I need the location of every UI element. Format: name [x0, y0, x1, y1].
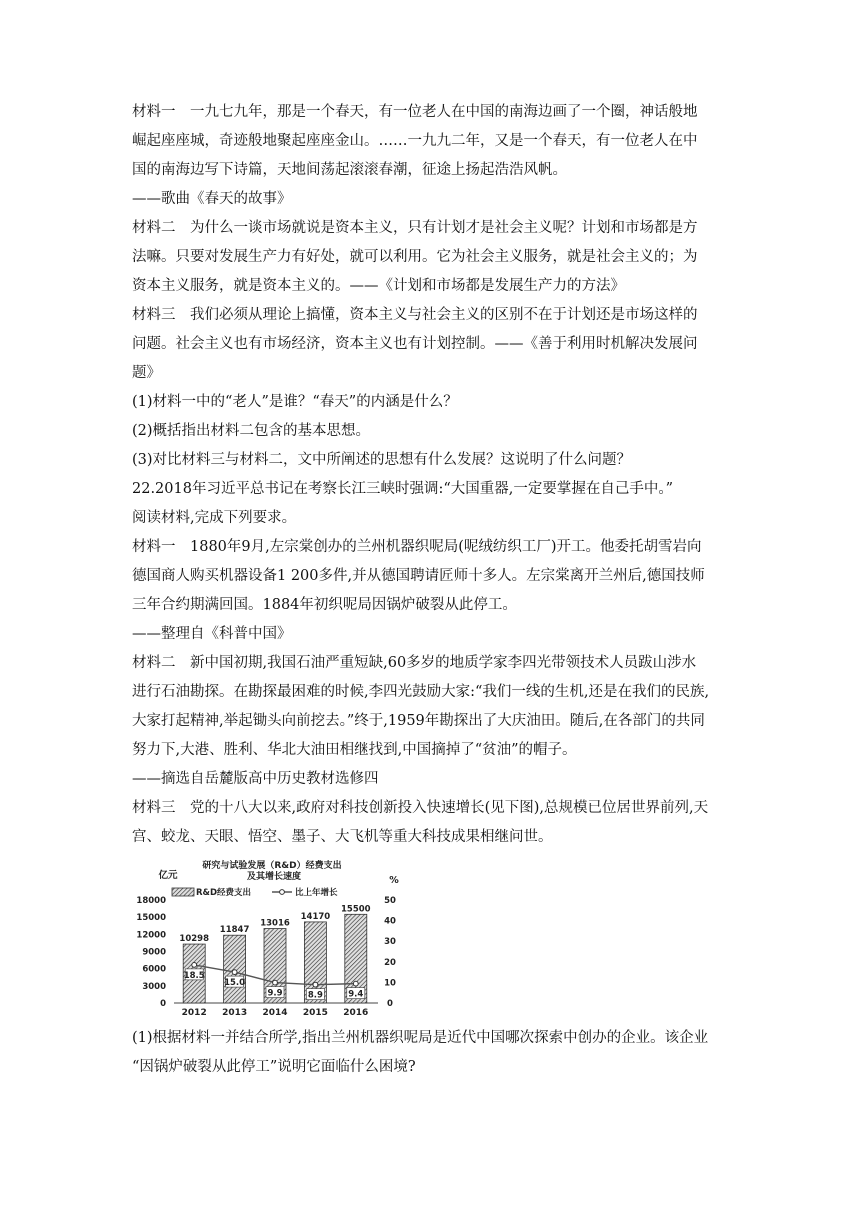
- text-line: (2)概括指出材料二包含的基本思想。: [132, 423, 371, 439]
- y-right-tick: 50: [384, 896, 396, 906]
- left-unit-label: 亿元: [158, 870, 178, 881]
- y-left-tick: 18000: [136, 896, 166, 906]
- x-tick-label: 2013: [222, 1008, 248, 1018]
- text-line: (3)对比材料三与材料二，文中所阐述的思想有什么发展？这说明了什么问题？: [132, 452, 632, 468]
- bar-value-label: 11847: [219, 925, 250, 936]
- text-line: 进行石油勘探。在勘探最困难的时候,李四光鼓励大家:“我们一线的生机,还是在我们的民族,: [132, 684, 710, 700]
- text-line: 22.2018年习近平总书记在考察长江三峡时强调:“大国重器,一定要掌握在自己手中。”: [132, 481, 674, 497]
- growth-point: [232, 970, 237, 975]
- growth-value-label: 15.0: [224, 978, 246, 989]
- y-left-tick: 6000: [142, 964, 166, 975]
- text-block-bottom: [132, 1024, 740, 1082]
- text-line: 材料三 我们必须从理论上搞懂，资本主义与社会主义的区别不在于计划还是市场这样的: [132, 307, 698, 323]
- text-line: ——整理自《科普中国》: [132, 626, 292, 642]
- text-line: 材料一 1880年9月,左宗棠创办的兰州机器织呢局(呢绒纺织工厂)开工。他委托胡雪岩向: [132, 539, 702, 555]
- text-line: 材料三 党的十八大以来,政府对科技创新投入快速增长(见下图),总规模已位居世界前列,天: [132, 800, 709, 816]
- text-line: (1)材料一中的“老人”是谁？“春天”的内涵是什么？: [132, 394, 458, 410]
- chart-title: 研究与试验发展（R&D）经费支出: [202, 861, 342, 871]
- after-line: (1)根据材料一并结合所学,指出兰州机器织呢局是近代中国哪次探索中创办的企业。该企业: [132, 1030, 709, 1046]
- legend-line-marker: [280, 890, 285, 895]
- legend-bar-swatch: [172, 888, 194, 896]
- y-right-tick: 10: [384, 978, 396, 989]
- document-page: [132, 98, 740, 1082]
- text-block-top: [132, 98, 740, 852]
- growth-point: [313, 982, 318, 987]
- after-line: “因锅炉破裂从此停工”说明它面临什么困境?: [132, 1059, 416, 1075]
- text-line: 材料二 新中国初期,我国石油严重短缺,60多岁的地质学家李四光带领技术人员跋山涉水: [132, 655, 697, 671]
- x-tick-label: 2015: [302, 1008, 328, 1018]
- text-line: 努力下,大港、胜利、华北大油田相继找到,中国摘掉了“贫油”的帽子。: [132, 742, 577, 758]
- y-left-tick: 9000: [142, 947, 166, 958]
- text-line: 材料二 为什么一谈市场就说是资本主义，只有计划才是社会主义呢？计划和市场都是方: [132, 220, 698, 236]
- y-right-tick: 0: [387, 999, 393, 1009]
- y-right-tick: 30: [384, 937, 396, 948]
- text-line: 阅读材料,完成下列要求。: [132, 510, 297, 526]
- text-line: 国的南海边写下诗篇，天地间荡起滚滚春潮，征途上扬起浩浩风帆。: [132, 162, 567, 178]
- y-left-tick: 3000: [142, 981, 166, 992]
- y-right-tick: 40: [384, 916, 396, 927]
- text-line: 法嘛。只要对发展生产力有好处，就可以利用。它为社会主义服务，就是社会主义的；为: [132, 249, 698, 265]
- growth-value-label: 9.9: [267, 988, 283, 999]
- text-line: 崛起座座城，奇迹般地聚起座座金山。……一九九二年，又是一个春天，有一位老人在中: [132, 133, 698, 149]
- y-left-tick: 15000: [136, 913, 166, 924]
- bar-value-label: 15500: [341, 904, 371, 915]
- growth-point: [192, 962, 197, 967]
- growth-value-label: 18.5: [183, 970, 205, 981]
- rd-chart: [132, 858, 408, 1020]
- y-left-tick: 0: [160, 999, 166, 1009]
- y-right-tick: 20: [384, 957, 396, 968]
- text-line: 材料一 一九七九年，那是一个春天，有一位老人在中国的南海边画了一个圈，神话般地: [132, 104, 698, 120]
- text-line: 题》: [132, 365, 161, 381]
- right-unit-label: %: [389, 875, 399, 886]
- text-line: 宫、蛟龙、天眼、悟空、墨子、大飞机等重大科技成果相继问世。: [132, 829, 553, 845]
- chart-subtitle: 及其增长速度: [246, 872, 302, 882]
- growth-point: [273, 980, 278, 985]
- bar-value-label: 13016: [260, 918, 290, 929]
- text-line: ——摘选自岳麓版高中历史教材选修四: [132, 771, 379, 787]
- bar-value-label: 10298: [179, 934, 209, 945]
- text-line: 三年合约期满回国。1884年初织呢局因锅炉破裂从此停工。: [132, 597, 517, 613]
- text-line: 问题。社会主义也有市场经济，资本主义也有计划控制。——《善于利用时机解决发展问: [132, 336, 698, 352]
- bar-value-label: 14170: [300, 911, 331, 922]
- growth-value-label: 8.9: [307, 990, 323, 1001]
- legend-line-label: 比上年增长: [295, 888, 338, 898]
- x-tick-label: 2014: [262, 1008, 288, 1018]
- rd-chart-svg: [132, 858, 408, 1020]
- x-tick-label: 2012: [181, 1008, 207, 1018]
- growth-value-label: 9.4: [348, 989, 364, 1000]
- x-tick-label: 2016: [343, 1008, 369, 1018]
- text-line: 资本主义服务，就是资本主义的。——《计划和市场都是发展生产力的方法》: [132, 278, 625, 294]
- y-left-tick: 12000: [136, 930, 166, 941]
- legend-bar-label: R&D经费支出: [196, 888, 252, 898]
- rd-bar: [224, 935, 246, 1003]
- text-line: ——歌曲《春天的故事》: [132, 191, 292, 207]
- text-line: 德国商人购买机器设备1 200多件,并从德国聘请匠师十多人。左宗棠离开兰州后,德国技师: [132, 568, 705, 584]
- growth-point: [353, 981, 358, 986]
- text-line: 大家打起精神,举起锄头向前挖去。”终于,1959年勘探出了大庆油田。随后,在各部门的共同: [132, 713, 705, 729]
